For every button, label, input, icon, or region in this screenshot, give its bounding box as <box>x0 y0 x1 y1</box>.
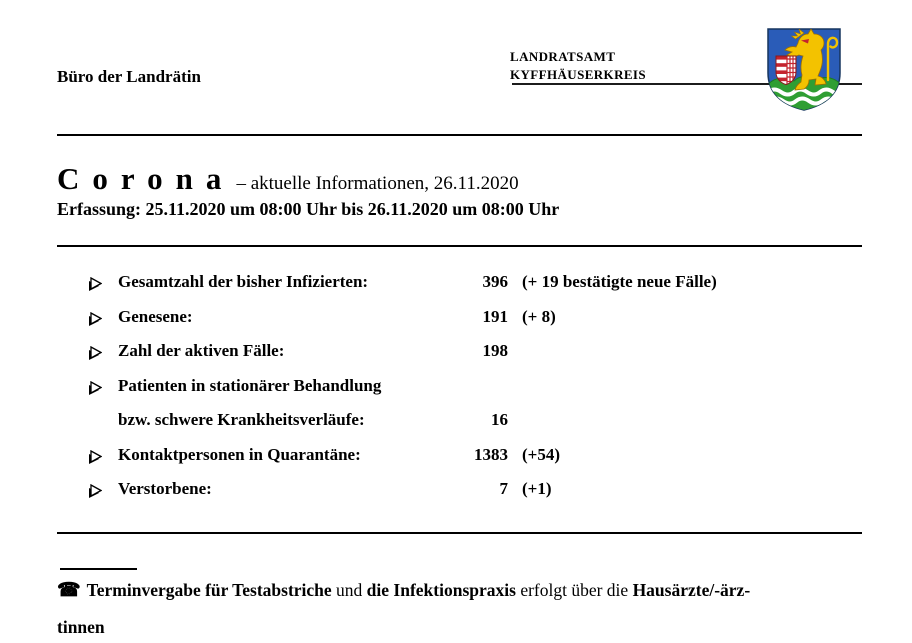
stat-value: 1383 <box>474 444 508 464</box>
table-row <box>88 271 858 306</box>
stat-label: Gesamtzahl der bisher Infizierten: <box>118 272 369 291</box>
stat-label: Zahl der aktiven Fälle: <box>118 341 285 360</box>
footer-note <box>57 579 869 638</box>
title-divider-rule <box>57 245 862 247</box>
coat-of-arms-icon <box>764 26 844 114</box>
stat-value: 191 <box>482 306 508 326</box>
authority-name <box>510 48 646 84</box>
stat-value: 7 <box>499 479 508 498</box>
table-row <box>88 340 858 375</box>
footer-seg-bold1: Terminvergabe für Testabstriche <box>86 580 332 600</box>
footer-seg-reg2: erfolgt über die <box>515 580 633 600</box>
footer-seg-reg1: und <box>331 580 367 600</box>
table-row-continuation <box>88 409 858 444</box>
arrow-bullet-icon <box>88 444 118 470</box>
statistics-list <box>88 271 858 513</box>
table-row <box>88 444 858 479</box>
footer-seg-bold2: die Infektionspraxis <box>366 580 516 600</box>
stat-value: 198 <box>482 341 508 360</box>
title-row <box>57 161 519 197</box>
stat-label: Patienten in stationärer Behandlung <box>118 375 382 395</box>
arrow-bullet-icon <box>88 478 118 504</box>
table-row <box>88 478 858 513</box>
arrow-bullet-icon <box>88 306 118 332</box>
phone-icon: ☎ <box>57 580 81 601</box>
arrow-bullet-icon <box>88 340 118 366</box>
stat-note: (+1) <box>522 479 552 498</box>
office-name: Büro der Landrätin <box>57 67 201 86</box>
arrow-bullet-icon <box>88 271 118 297</box>
arrow-bullet-icon <box>88 375 118 401</box>
footer-seg-bold3: Hausärzte/-ärz- <box>632 580 751 600</box>
page-title: Corona <box>57 161 235 196</box>
stat-note: (+54) <box>522 444 561 464</box>
stat-note: (+ 19 bestätigte neue Fälle) <box>522 272 717 291</box>
authority-line2: KYFFHÄUSERKREIS <box>510 67 647 82</box>
stat-label: Genesene: <box>118 306 193 326</box>
footer-divider-rule <box>57 532 862 534</box>
footnote-rule <box>60 568 137 570</box>
stat-label: Kontaktpersonen in Quarantäne: <box>118 444 361 464</box>
stat-value: 396 <box>482 272 508 291</box>
header-divider-rule <box>57 134 862 136</box>
table-row <box>88 375 858 410</box>
page-subtitle: – aktuelle Informationen, 26.11.2020 <box>236 173 519 194</box>
stat-label: Verstorbene: <box>118 479 212 498</box>
footer-line1 <box>57 579 869 602</box>
stat-label-line2: bzw. schwere Krankheitsverläufe: <box>118 410 365 429</box>
capture-period: Erfassung: 25.11.2020 um 08:00 Uhr bis 26.11.2020 um 08:00 Uhr <box>57 199 560 219</box>
stat-note: (+ 8) <box>522 306 556 326</box>
authority-line1: LANDRATSAMT <box>510 49 616 64</box>
table-row <box>88 306 858 341</box>
stat-value: 16 <box>491 410 508 429</box>
footer-line2: tinnen <box>57 617 105 637</box>
